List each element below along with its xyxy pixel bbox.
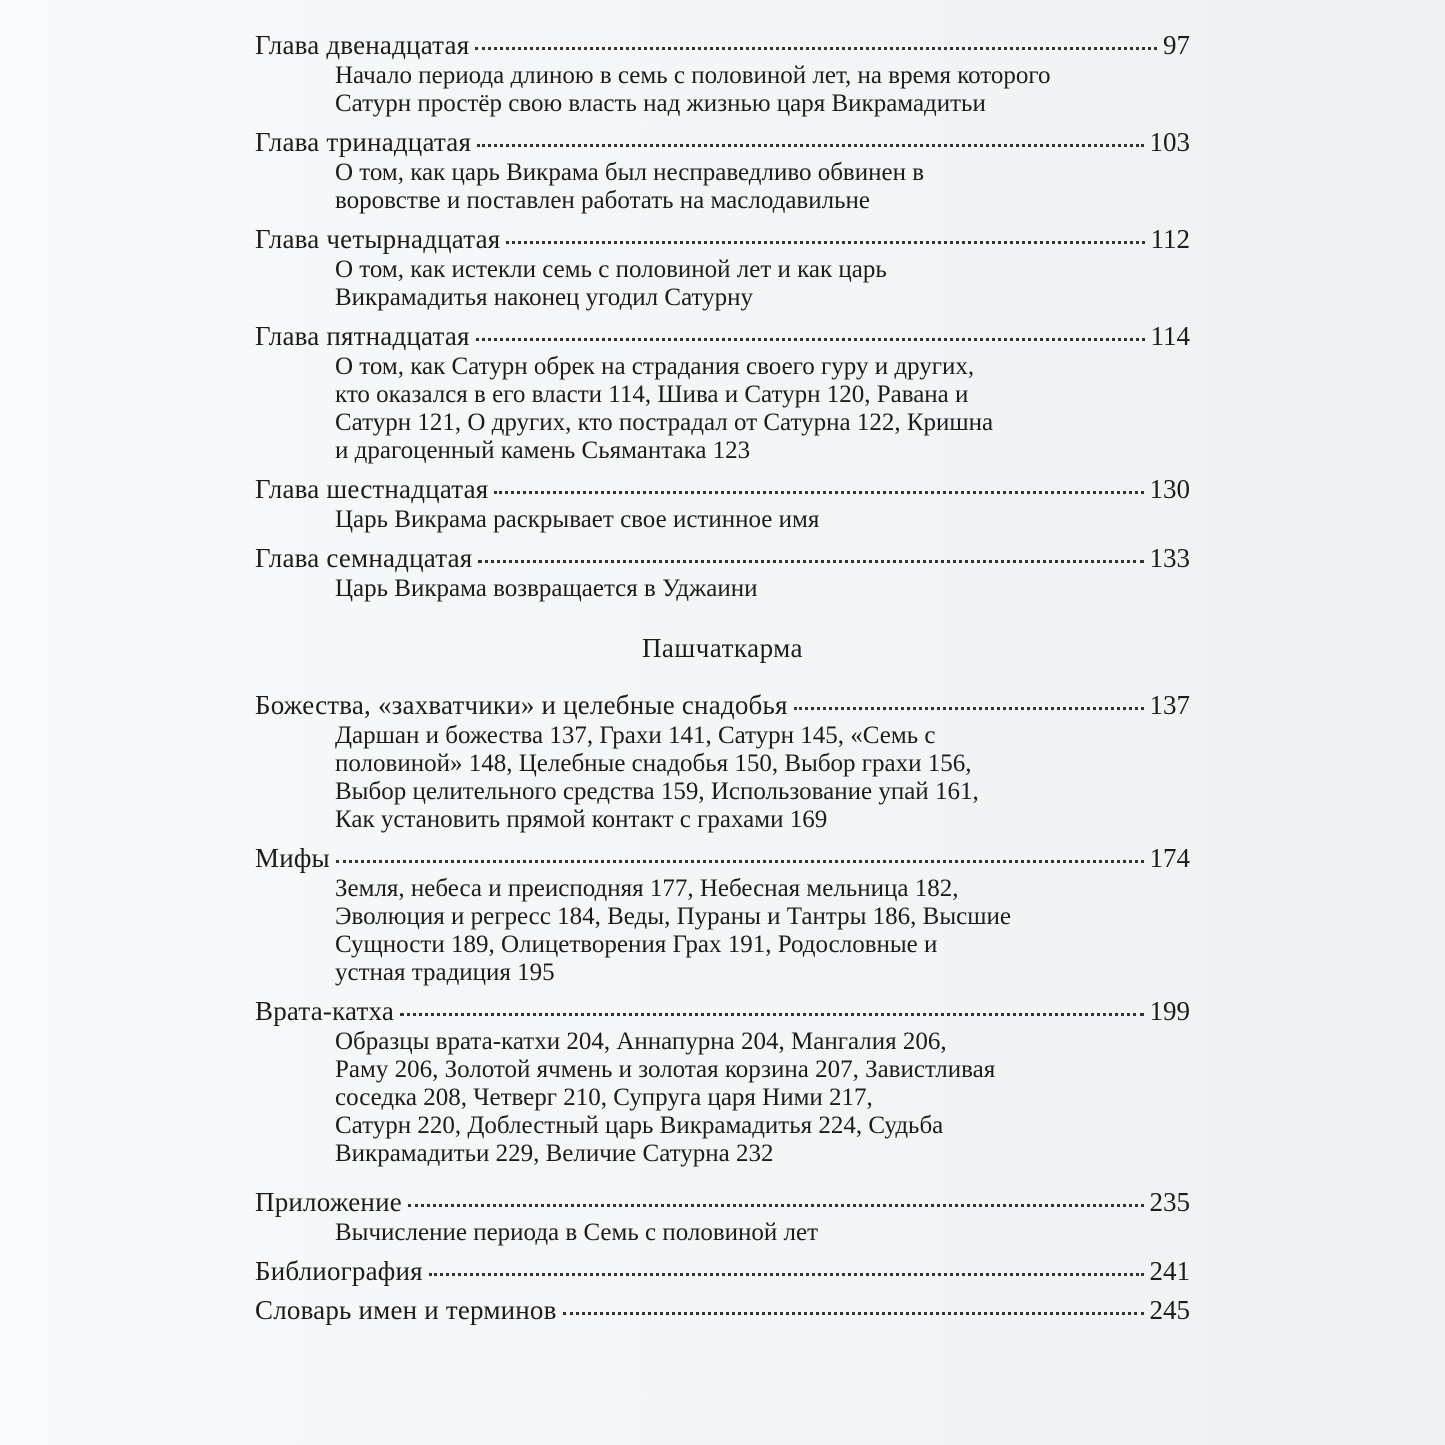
toc-description: Царь Викрама возвращается в Уджаини: [335, 575, 758, 602]
dot-leader: [429, 1273, 1144, 1276]
dot-leader: [506, 241, 1144, 244]
toc-entry: [255, 224, 1190, 312]
table-of-contents: [255, 30, 1190, 1334]
toc-entry: [255, 474, 1190, 534]
toc-entry: [255, 690, 1190, 834]
toc-description: Земля, небеса и преисподняя 177, Небесная мельница 182, Эволюция и регресс 184, Веды, Пураны и Тантры 186, Высшие Сущности 189, Олицетворения Грах 191, Родословные и устная традиция 195: [335, 875, 1011, 986]
dot-leader: [478, 560, 1143, 563]
toc-entry: [255, 543, 1190, 603]
toc-entry: [255, 1256, 1190, 1286]
toc-description: Вычисление периода в Семь с половиной лет: [335, 1219, 819, 1246]
toc-title: Глава семнадцатая: [255, 543, 473, 573]
dot-leader: [336, 860, 1144, 863]
toc-title: Глава шестнадцатая: [255, 474, 489, 504]
dot-leader: [400, 1013, 1143, 1016]
dot-leader: [475, 47, 1157, 50]
toc-description: Даршан и божества 137, Грахи 141, Сатурн 145, «Семь с половиной» 148, Целебные снадобья 150, Выбор грахи 156, Выбор целительного средства 159, Использование упай 161, Как установить прямой контакт с грахами 169: [335, 722, 979, 833]
toc-title: Словарь имен и терминов: [255, 1295, 557, 1325]
toc-description: О том, как царь Викрама был несправедливо обвинен в воровстве и поставлен работать на маслодавильне: [335, 159, 925, 214]
dot-leader: [476, 338, 1145, 341]
dot-leader: [494, 491, 1143, 494]
spacer: [255, 1177, 1190, 1187]
toc-entry: [255, 996, 1190, 1168]
toc-page-number: 130: [1149, 474, 1190, 504]
toc-entry: [255, 321, 1190, 465]
toc-page-number: 245: [1149, 1295, 1190, 1325]
toc-page-number: 103: [1149, 127, 1190, 157]
toc-title: Глава четырнадцатая: [255, 224, 501, 254]
toc-title: Библиография: [255, 1256, 423, 1286]
toc-title: Мифы: [255, 843, 330, 873]
dot-leader: [794, 707, 1144, 710]
toc-page-number: 137: [1149, 690, 1190, 720]
toc-description: О том, как Сатурн обрек на страдания своего гуру и других, кто оказался в его власти 114, Шива и Сатурн 120, Равана и Сатурн 121, О других, кто пострадал от Сатурна 122, Кришна и драгоценный камень Сьямантака 123: [335, 353, 994, 464]
dot-leader: [563, 1312, 1144, 1315]
toc-page-number: 241: [1149, 1256, 1190, 1286]
toc-entry: [255, 30, 1190, 118]
toc-page-number: 235: [1149, 1187, 1190, 1217]
toc-entry: [255, 1295, 1190, 1325]
toc-entry: [255, 843, 1190, 987]
toc-page-number: 114: [1150, 321, 1190, 351]
toc-entry: [255, 1187, 1190, 1247]
toc-title: Приложение: [255, 1187, 402, 1217]
toc-title: Врата-катха: [255, 996, 395, 1026]
toc-title: Глава пятнадцатая: [255, 321, 470, 351]
toc-title: Божества, «захватчики» и целебные снадобья: [255, 690, 788, 720]
toc-title: Глава тринадцатая: [255, 127, 472, 157]
toc-page-number: 133: [1149, 543, 1190, 573]
toc-description: Царь Викрама раскрывает свое истинное имя: [335, 506, 820, 533]
toc-description: О том, как истекли семь с половиной лет и как царь Викрамадитья наконец угодил Сатурну: [335, 256, 887, 311]
toc-page-number: 112: [1150, 224, 1190, 254]
dot-leader: [477, 144, 1143, 147]
toc-page-number: 199: [1149, 996, 1190, 1026]
toc-entry: [255, 127, 1190, 215]
toc-page-number: 97: [1163, 30, 1190, 60]
toc-title: Глава двенадцатая: [255, 30, 470, 60]
toc-description: Образцы врата-катхи 204, Аннапурна 204, Мангалия 206, Раму 206, Золотой ячмень и золотая корзина 207, Завистливая соседка 208, Четверг 210, Супруга царя Ними 217, Сатурн 220, Доблестный царь Викрамадитья 224, Судьба Викрамадитьи 229, Величие Сатурна 232: [335, 1028, 996, 1167]
toc-page-number: 174: [1149, 843, 1190, 873]
toc-description: Начало периода длиною в семь с половиной лет, на время которого Сатурн простёр свою власть над жизнью царя Викрамадитьи: [335, 62, 1051, 117]
dot-leader: [408, 1204, 1144, 1207]
section-heading: Пашчаткарма: [641, 633, 804, 663]
